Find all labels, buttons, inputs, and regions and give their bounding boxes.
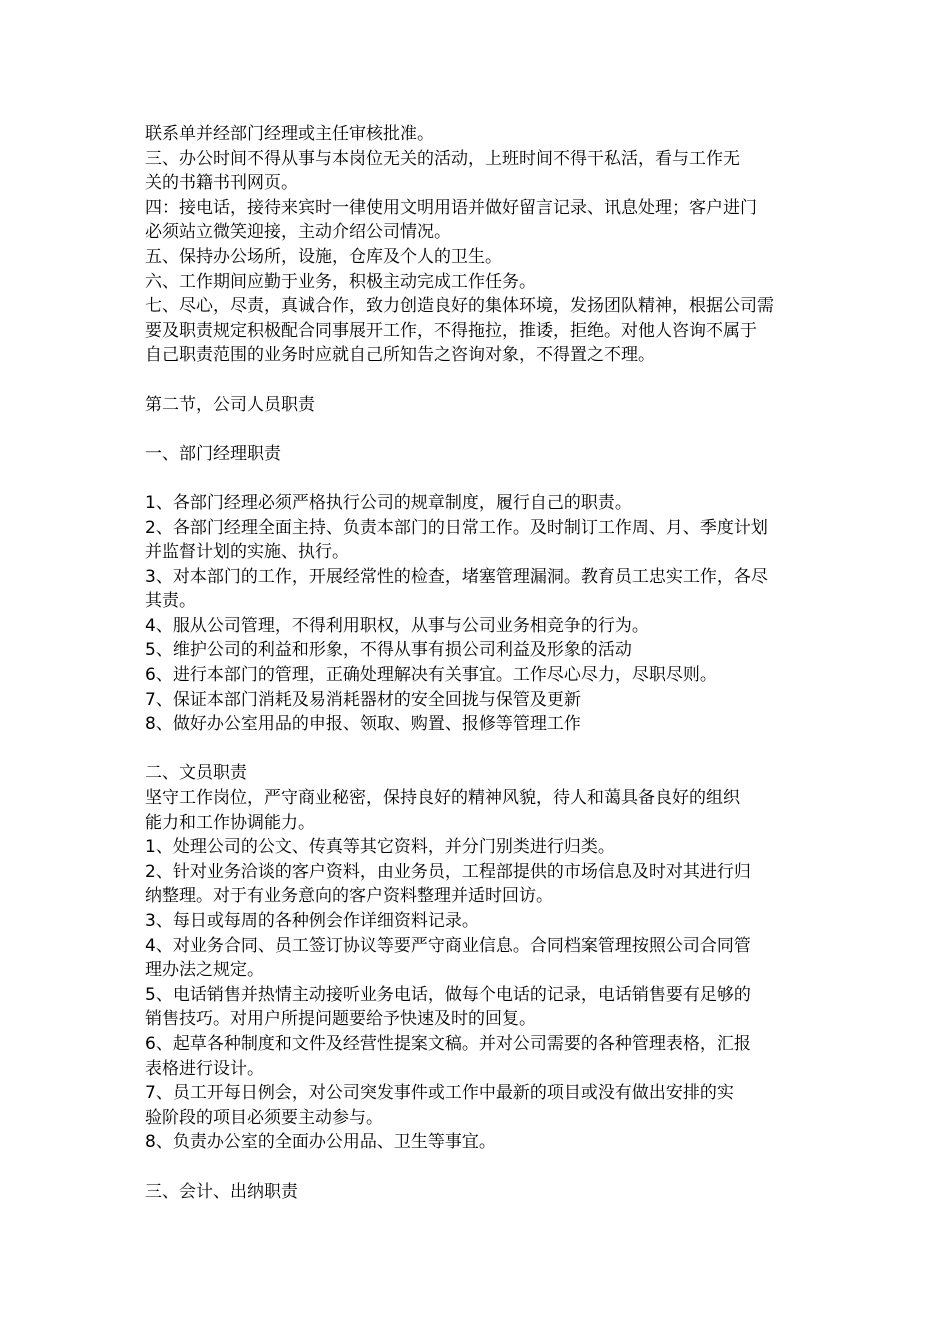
- text-line: 三、办公时间不得从事与本岗位无关的活动，上班时间不得干私活，看与工作无: [145, 148, 740, 169]
- blank-line: [145, 368, 815, 393]
- text-line: 1、处理公司的公文、传真等其它资料，并分门别类进行归类。: [145, 837, 615, 858]
- text-line: 销售技巧。对用户所提问题要给予快速及时的回复。: [145, 1009, 536, 1030]
- text-line: 6、进行本部门的管理，正确处理解决有关事宜。工作尽心尽力，尽职尽则。: [145, 665, 717, 686]
- text-line: 4、服从公司管理，不得利用职权，从事与公司业务相竞争的行为。: [145, 615, 649, 636]
- text-line: 五、保持办公场所，设施，仓库及个人的卫生。: [145, 246, 502, 267]
- text-line: 其责。: [145, 591, 196, 612]
- text-line: 2、各部门经理全面主持、负责本部门的日常工作。及时制订工作周、月、季度计划: [145, 517, 768, 538]
- text-line: 二、文员职责: [145, 763, 247, 784]
- text-line: 理办法之规定。: [145, 960, 264, 981]
- text-line: 8、负责办公室的全面办公用品、卫生等事宜。: [145, 1132, 496, 1153]
- text-line: 2、针对业务洽谈的客户资料，由业务员，工程部提供的市场信息及时对其进行归: [145, 861, 751, 882]
- blank-line: [145, 466, 815, 491]
- text-line: 纳整理。对于有业务意向的客户资料整理并适时回访。: [145, 886, 553, 907]
- text-line: 坚守工作岗位，严守商业秘密，保持良好的精神风貌，待人和蔼具备良好的组织: [145, 788, 740, 809]
- blank-line: [145, 737, 815, 762]
- text-line: 要及职责规定积极配合同事展开工作，不得拖拉，推诿，拒绝。对他人咨询不属于: [145, 320, 757, 341]
- text-line: 四：接电话，接待来宾时一律使用文明用语并做好留言记录、讯息处理；客户进门: [145, 197, 757, 218]
- text-line: 七、尽心，尽责，真诚合作，致力创造良好的集体环境，发扬团队精神，根据公司需: [145, 296, 774, 317]
- text-line: 一、部门经理职责: [145, 443, 281, 464]
- text-line: 能力和工作协调能力。: [145, 812, 315, 833]
- document-body: [145, 122, 815, 1204]
- text-line: 4、对业务合同、员工签订协议等要严守商业信息。合同档案管理按照公司合同管: [145, 935, 751, 956]
- text-line: 自己职责范围的业务时应就自己所知告之咨询对象，不得置之不理。: [145, 345, 655, 366]
- text-line: 必须站立微笑迎接，主动介绍公司情况。: [145, 222, 451, 243]
- text-line: 7、保证本部门消耗及易消耗器材的安全回拢与保管及更新: [145, 689, 581, 710]
- text-line: 1、各部门经理必须严格执行公司的规章制度，履行自己的职责。: [145, 492, 632, 513]
- text-line: 六、工作期间应勤于业务，积极主动完成工作任务。: [145, 271, 536, 292]
- text-line: 关的书籍书刊网页。: [145, 173, 298, 194]
- text-line: 7、员工开每日例会，对公司突发事件或工作中最新的项目或没有做出安排的实: [145, 1083, 734, 1104]
- text-line: 验阶段的项目必须要主动参与。: [145, 1107, 383, 1128]
- text-line: 联系单并经部门经理或主任审核批准。: [145, 124, 434, 144]
- blank-line: [145, 417, 815, 442]
- text-line: 8、做好办公室用品的申报、领取、购置、报修等管理工作: [145, 714, 581, 735]
- text-line: 第二节，公司人员职责: [145, 394, 315, 415]
- text-line: 三、会计、出纳职责: [145, 1181, 298, 1202]
- text-line: 3、每日或每周的各种例会作详细资料记录。: [145, 911, 479, 931]
- text-line: 5、电话销售并热情主动接听业务电话，做每个电话的记录，电话销售要有足够的: [145, 984, 751, 1005]
- text-line: 并监督计划的实施、执行。: [145, 542, 349, 563]
- text-line: 5、维护公司的利益和形象，不得从事有损公司利益及形象的活动: [145, 640, 632, 661]
- text-line: 表格进行设计。: [145, 1058, 264, 1079]
- text-line: 6、起草各种制度和文件及经营性提案文稿。并对公司需要的各种管理表格，汇报: [145, 1033, 751, 1054]
- blank-line: [145, 1155, 815, 1180]
- text-line: 3、对本部门的工作，开展经常性的检查，堵塞管理漏洞。教育员工忠实工作，各尽: [145, 566, 768, 587]
